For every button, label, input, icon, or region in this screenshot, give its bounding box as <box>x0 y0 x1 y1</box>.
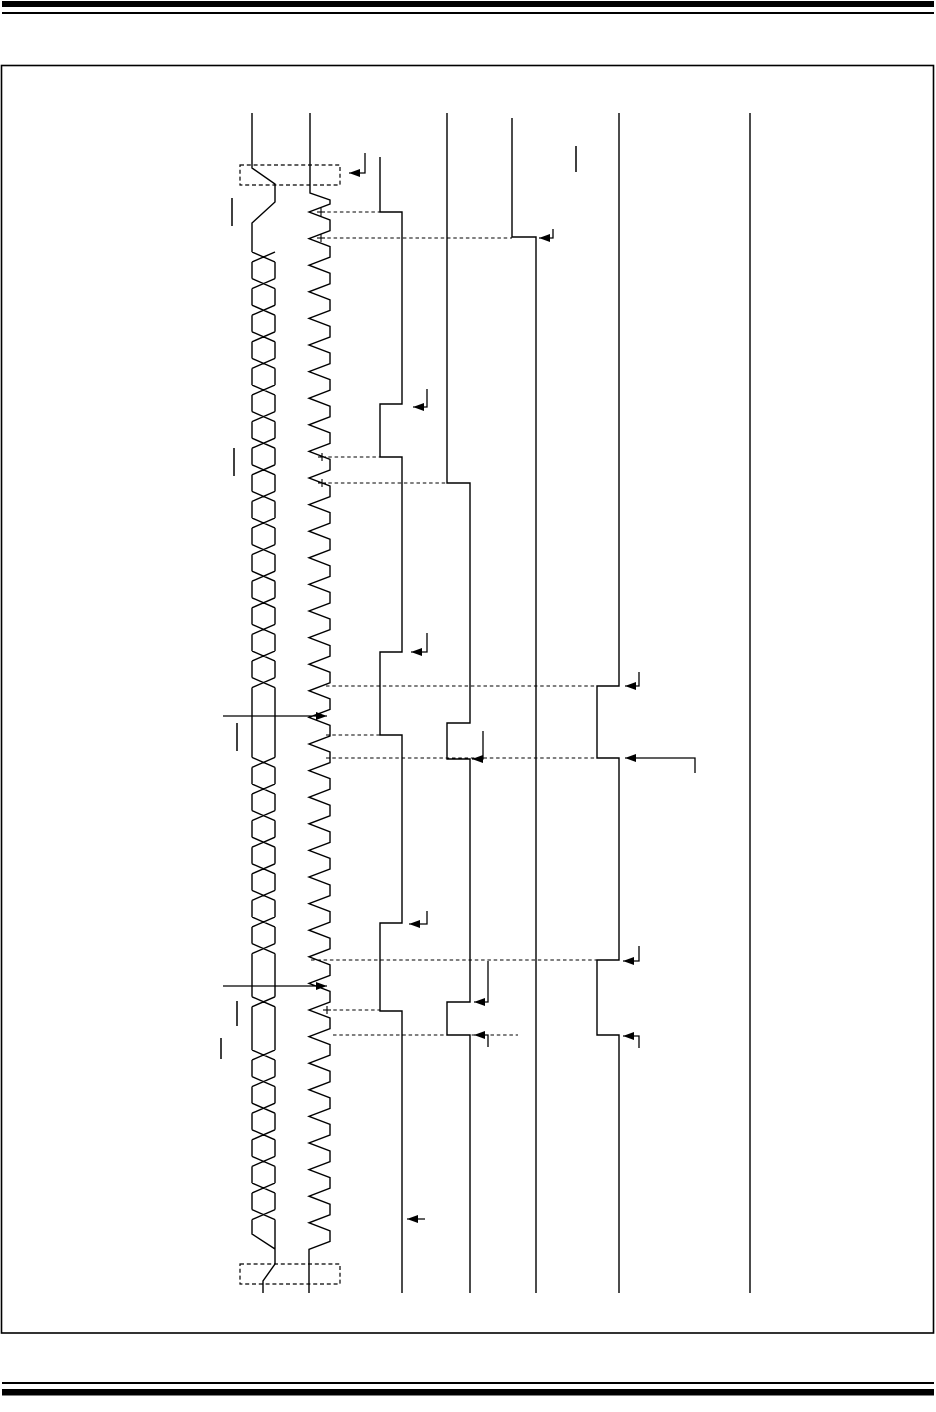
arrow-leader <box>472 731 483 759</box>
arrowhead-left-icon <box>539 234 550 242</box>
arrowhead-left-icon <box>413 403 424 411</box>
figure-frame <box>2 66 934 1334</box>
callout-arrows <box>223 153 695 1223</box>
footer-rule <box>2 1382 934 1384</box>
arrowhead-left-icon <box>623 957 634 965</box>
arrow-leader <box>413 389 427 407</box>
signal-traces <box>252 113 750 1293</box>
arrowhead-left-icon <box>349 169 360 177</box>
arrowhead-left-icon <box>474 998 485 1006</box>
arrowhead-left-icon <box>623 1032 634 1040</box>
edge-reference-marks <box>317 208 331 1014</box>
bus-trace <box>252 113 275 1293</box>
footer-rule <box>2 1389 934 1396</box>
page-rules <box>2 1 934 1396</box>
signal-d-trace <box>597 113 619 1293</box>
arrowhead-left-icon <box>625 754 636 762</box>
arrowhead-left-icon <box>409 920 420 928</box>
clock-trace <box>309 113 330 1293</box>
header-rule <box>2 1 934 7</box>
label-marks <box>221 146 576 1059</box>
arrow-leader <box>349 153 365 173</box>
bus-transition-box <box>240 1264 340 1284</box>
arrowhead-left-icon <box>625 682 636 690</box>
header-rule <box>2 12 934 14</box>
signal-c-trace <box>512 118 536 1293</box>
bus-transition-box <box>240 165 340 185</box>
signal-b-trace <box>447 113 470 1293</box>
arrowhead-left-icon <box>411 648 422 656</box>
arrowhead-left-icon <box>474 1031 485 1039</box>
arrowhead-left-icon <box>472 755 483 763</box>
arrow-leader <box>474 961 488 1002</box>
arrowhead-left-icon <box>407 1215 418 1223</box>
signal-a-trace <box>380 157 402 1293</box>
measure-lines <box>311 212 597 1035</box>
